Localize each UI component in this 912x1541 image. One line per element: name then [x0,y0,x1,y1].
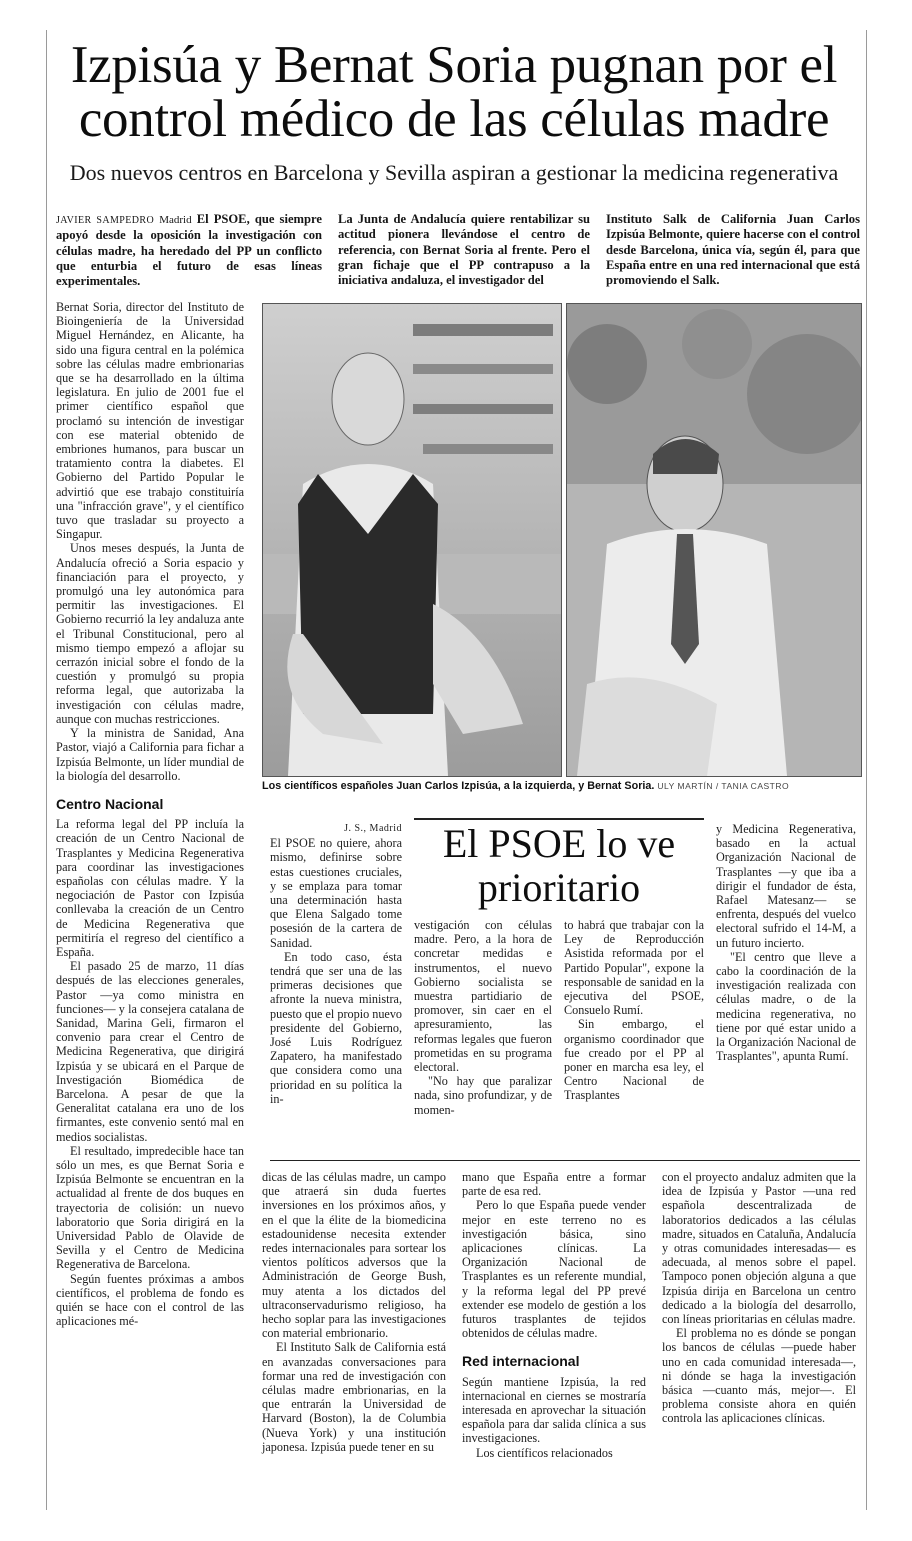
col1-paragraph-4: La reforma legal del PP incluía la creación de un Centro Nacional de Trasplantes y Medicina Regenerativa para coordinar las investigaciones españolas con células madre. Y la negociación de Pastor con Izpisúa conllevaba la creación de un Centro de Medicina Regenerativa que permitiría el regreso del científico a España. [56,817,244,959]
column-2 [262,1170,446,1454]
lead-paragraph-2: La Junta de Andalucía quiere rentabilizar su actitud pionera llevándose el centro de referencia, con Bernat Soria al frente. Pero el gran fichaje que el PP contrapuso a la iniciativa andaluza, el investigador del [338,212,590,288]
col1-paragraph-3: Y la ministra de Sanidad, Ana Pastor, viajó a California para fichar a Izpisúa Belmonte, un líder mundial de la biología del desarrollo. [56,726,244,783]
column-4 [662,1170,856,1426]
sidebar-col2-paragraph-2: "No hay que paralizar nada, sino profundizar, y de momen- [414,1074,552,1117]
photo-credit: ULY MARTÍN / TANIA CASTRO [657,781,790,791]
photo-soria-image [567,304,861,776]
col1-paragraph-5: El pasado 25 de marzo, 11 días después de las elecciones generales, Pastor —ya como ministra en funciones— y la consejera catalana de Sanidad, Marina Geli, firmaron el convenio para crear el Centro de Medicina Regenerativa, que dirigirá Izpisúa y se ubicará en el Parque de Investigación Biomédica de Barcelona. A pesar de que la Generalitat catalana era uno de los firmantes, este convenio sentó mal en medios socialistas. [56,959,244,1144]
sidebar-col3-paragraph-2: Sin embargo, el organismo coordinador que fue creado por el PP al poner en marcha esa ley, el Centro Nacional de Trasplantes [564,1017,704,1103]
col1-paragraph-6: El resultado, impredecible hace tan sólo un mes, es que Bernat Soria e Izpisúa Belmonte se encuentran en la actualidad al frente de dos buques en trayectoria de colisión: un nuevo laboratorio que Soria dirigirá en la Universidad Pablo de Olavide de Sevilla y el Centro de Medicina Regenerativa de Barcelona. [56,1143,244,1272]
lead-paragraph-3: Instituto Salk de California Juan Carlos Izpisúa Belmonte, quiere hacerse con el control desde Barcelona, única vía, según él, para que España entre en una red internacional que está promoviendo el Salk. [606,212,860,288]
photo-caption-line [262,780,860,792]
col3-paragraph-3: Según mantiene Izpisúa, la red internacional en ciernes se mostraría interesada en aprovechar la situación española para dar salida clínica a sus investigaciones. [462,1374,646,1446]
col2-paragraph-2: El Instituto Salk de California está en avanzadas conversaciones para formar una red de investigación con células madre embrionarias, en la que entrarán la Universidad de Harvard (Boston), la de Columbia (Nueva York) y una institución japonesa. Izpisúa puede tener en su [262,1340,446,1454]
photo-soria [566,303,862,777]
sidebar-col-3 [564,918,704,1103]
right-margin-rule [866,30,867,1510]
sidebar-col4-paragraph-2: "El centro que lleve a cabo la coordinación de la investigación realizada con células madre, o de la medicina regenerativa, no tiene por qué estar unido a la Organización Nacional de Trasplantes", apunta Rumí. [716,949,856,1064]
sidebar-headline: El PSOE lo ve prioritario [442,821,676,910]
sidebar-col3-paragraph-1: to habrá que trabajar con la Ley de Reproducción Asistida reformada por el Partido Popular", expone la responsable de sanidad en la ejecutiva del PSOE, Consuelo Rumí. [564,918,704,1018]
byline: JAVIER SAMPEDRO [56,215,155,226]
article-subheadline: Dos nuevos centros en Barcelona y Sevilla aspiran a gestionar la medicina regenerativa [69,160,839,185]
col1-paragraph-1: Bernat Soria, director del Instituto de Bioingeniería de la Universidad Miguel Hernández, en Alicante, ha sido una figura central en la polémica sobre las células madre embrionarias que se ha desarrollado en la última legislatura. En julio de 2001 fue el primer científico español que proclamó su intención de investigar con ese material obtenido de embriones humanos, para buscar un tratamiento contra la diabetes. El Gobierno del Partido Popular le advirtió que ese trabajo constituiría una "infracción grave", y el científico tuvo que trasladar su proyecto a Singapur. [56,300,244,542]
subhead-red-internacional: Red internacional [462,1353,580,1370]
sidebar-col1-paragraph-1: El PSOE no quiere, ahora mismo, definirse sobre estas cuestiones cruciales, y se emplaza para tomar una determinación hasta que Elena Salgado tome posesión de la cartera de Sanidad. [270,836,402,950]
left-margin-rule [46,30,47,1510]
col4-paragraph-2: El problema no es dónde se pongan los bancos de células —puede haber uno en cada comunidad interesada—, ni dónde se haga la investigación básica —cuanto más, mejor—. El problema consiste ahora en quién controla las aplicaciones clínicas. [662,1326,856,1426]
photo-izpisua [262,303,562,777]
col2-paragraph-1: dicas de las células madre, un campo que atraerá sin duda fuertes inversiones en los próximos años, y en el que la élite de la biomedicina estadounidense necesita extender redes internacionales para sortear los vientos políticos adversos que la Administración de George Bush, muy atenta a los dictados del ultraconservadurismo religioso, ha hecho soplar para las investigaciones con material embrionario. [262,1170,446,1341]
col3-paragraph-1: mano que España entre a formar parte de esa red. [462,1170,646,1199]
lead-paragraph-1 [56,212,322,289]
sidebar-col2-paragraph-1: vestigación con células madre. Pero, a la hora de concretar medidas e instrumentos, el nuevo Gobierno socialista se muestra partidiario de promover, sin caer en el apresuramiento, las reformas legales que fueron prometidas en su programa electoral. [414,918,552,1075]
photo-caption: Los científicos españoles Juan Carlos Izpisúa, a la izquierda, y Bernat Soria. [262,780,655,792]
dateline: Madrid [159,214,192,226]
sidebar-bottom-rule [270,1160,860,1161]
sidebar-col-4 [716,822,856,1063]
sidebar-col1-paragraph-2: En todo caso, ésta tendrá que ser una de las primeras decisiones que afronte la nueva ministra, puesto que el propio nuevo presidente del Gobierno, José Luis Rodríguez Zapatero, ha manifestado que considera como una prioridad en su política la in- [270,949,403,1106]
article-headline: Izpisúa y Bernat Soria pugnan por el control médico de las células madre [70,36,838,148]
col1-paragraph-7: Según fuentes próximas a ambos científicos, el problema de fondo es quién se hace con el control de las aplicaciones mé- [56,1271,244,1329]
col1-paragraph-2: Unos meses después, la Junta de Andalucía ofreció a Soria espacio y financiación para el proyecto, y promulgó una ley autonómica para permitir las investigaciones. El Gobierno recurrió la ley andaluza ante el Tribunal Constitucional, pero al mismo tiempo empezó a aflojar su cerrazón inicial sobre el fondo de la cuestión y promulgó su propia reforma legal, que autorizaba la investigación con células madre, aunque con muchas restricciones. [56,541,244,726]
photo-izpisua-image [263,304,561,776]
sidebar-col-1 [270,822,402,1106]
column-1 [56,300,244,1328]
sidebar-dateline: J. S., Madrid [344,823,402,834]
column-3 [462,1170,646,1460]
sidebar-top-rule [414,818,704,820]
sidebar-col4-paragraph-1: y Medicina Regenerativa, basado en la actual Organización Nacional de Trasplantes —y que iba a dirigir el fundador de ésta, Rafael Matesanz— se enfrenta, después del vuelco electoral sufrido el 14-M, a un futuro incierto. [716,822,856,950]
col3-paragraph-4: Los científicos relacionados [476,1445,613,1460]
sidebar-col-2 [414,918,552,1117]
subhead-centro-nacional: Centro Nacional [56,795,164,812]
col3-paragraph-2: Pero lo que España puede vender mejor en este terreno no es investigación básica, sino aplicaciones clínicas. La Organización Nacional de Trasplantes es un referente mundial, y la reforma legal del PP prevé extender ese modelo de gestión a los futuros trasplantes de tejidos obtenidos de células madre. [462,1198,646,1341]
lead-text-1: El PSOE, que siempre apoyó desde la oposición la investigación con células madre, ha heredado del PP un conflicto que enturbia el futuro de esas líneas experimentales. [56,212,322,289]
col4-paragraph-1: con el proyecto andaluz admiten que la idea de Izpisúa y Pastor —una red española descentralizada de laboratorios dedicados a las células madre, situados en Cataluña, Andalucía y otras comunidades interesadas— es adecuada, al menos sobre el papel. Tampoco ponen objeción alguna a que Izpisúa dirija en Barcelona un centro dedicado a la biología del desarrollo, con líneas prioritarias en células madre. [662,1170,856,1327]
